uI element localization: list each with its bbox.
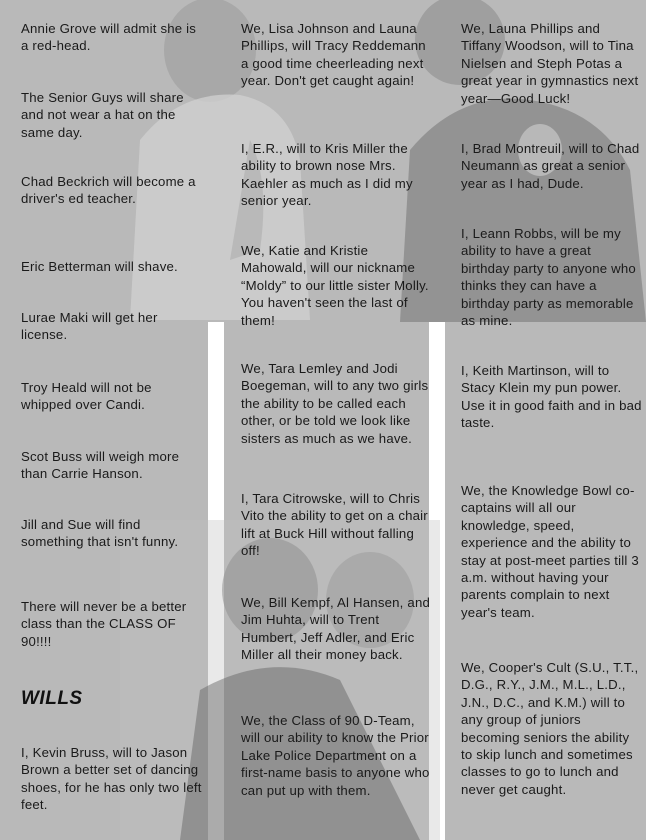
section-heading: WILLS — [21, 688, 83, 709]
will-entry: I, Tara Citrowske, will to Chris Vito the ability to get on a chair lift at Buck Hill without falling off! — [241, 491, 428, 559]
will-entry: We, the Knowledge Bowl co-captains will all our knowledge, speed, experience and the ability to stay at post-meet parties till 3 a.m. without having your parents complain to next year's team. — [461, 483, 639, 620]
middle-column — [241, 0, 431, 840]
will-entry: I, Keith Martinson, will to Stacy Klein my pun power. Use it in good faith and in bad taste. — [461, 363, 642, 431]
will-entry: Lurae Maki will get her license. — [21, 310, 158, 343]
left-column — [21, 0, 205, 840]
will-entry: Annie Grove will admit she is a red-head. — [21, 21, 197, 54]
will-entry: I, Leann Robbs, will be my ability to have a great birthday party to anyone who thinks they can have a birthday party as memorable as mine. — [461, 226, 636, 329]
will-entry: I, Brad Montreuil, will to Chad Neumann as great a senior year as I had, Dude. — [461, 141, 640, 191]
right-column — [461, 0, 643, 840]
will-entry: We, Tara Lemley and Jodi Boegeman, will to any two girls the ability to be called each other, or be told we look like sisters as much as we have. — [241, 361, 429, 446]
will-entry: We, Bill Kempf, Al Hansen, and Jim Huhta, will to Trent Humbert, Jeff Adler, and Eric Miller all their money back. — [241, 595, 431, 663]
will-entry: Jill and Sue will find something that isn't funny. — [21, 517, 179, 550]
will-entry: Troy Heald will not be whipped over Candi. — [21, 380, 152, 413]
will-entry: Chad Beckrich will become a driver's ed teacher. — [21, 174, 196, 207]
will-entry: We, Cooper's Cult (S.U., T.T., D.G., R.Y., J.M., M.L., L.D., J.N., D.C., and K.M.) will to any group of juniors becoming seniors the ability to skip lunch and sometimes classes to go to lunch and never get caught. — [461, 660, 639, 797]
will-entry: I, E.R., will to Kris Miller the ability to brown nose Mrs. Kaehler as much as I did my senior year. — [241, 141, 413, 209]
will-entry: We, Launa Phillips and Tiffany Woodson, will to Tina Nielsen and Steph Potas a great year in gymnastics next year—Good Luck! — [461, 21, 639, 106]
will-entry: I, Kevin Bruss, will to Jason Brown a better set of dancing shoes, for he has only two left feet. — [21, 745, 202, 813]
will-entry: We, the Class of 90 D-Team, will our ability to know the Prior Lake Police Department on a first-name basis to anyone who can put up with them. — [241, 713, 430, 798]
will-entry: There will never be a better class than the CLASS OF 90!!!! — [21, 599, 187, 649]
will-entry: We, Katie and Kristie Mahowald, will our nickname “Moldy” to our little sister Molly. You haven't seen the last of them! — [241, 243, 429, 328]
will-entry: The Senior Guys will share and not wear a hat on the same day. — [21, 90, 184, 140]
will-entry: Eric Betterman will shave. — [21, 259, 178, 274]
will-entry: Scot Buss will weigh more than Carrie Hanson. — [21, 449, 180, 482]
will-entry: We, Lisa Johnson and Launa Phillips, will Tracy Reddemann a good time cheerleading next year. Don't get caught again! — [241, 21, 426, 89]
